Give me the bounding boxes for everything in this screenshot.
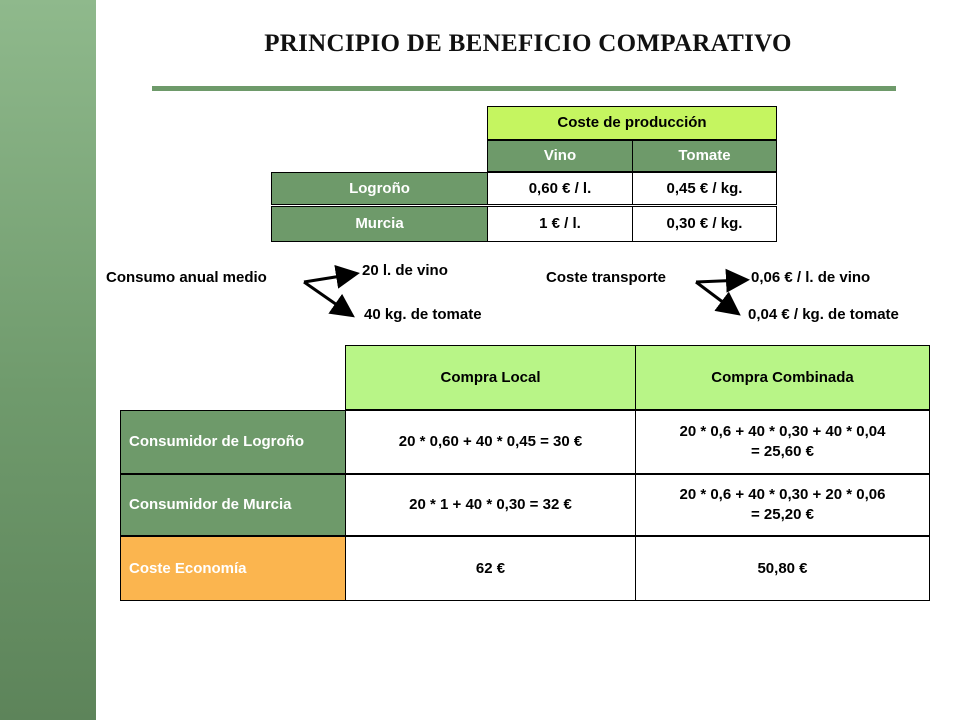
- row-label-consumidor-murcia: Consumidor de Murcia: [120, 474, 346, 536]
- consumo-vino: 20 l. de vino: [362, 262, 448, 279]
- transporte-vino: 0,06 € / l. de vino: [751, 269, 871, 286]
- row-label-murcia: Murcia: [271, 206, 488, 242]
- row-label-logrono: Logroño: [271, 172, 488, 205]
- cost-header: Coste de producción: [487, 106, 777, 140]
- row-label-consumidor-logrono: Consumidor de Logroño: [120, 410, 346, 474]
- logrono-compra-local: 20 * 0,60 + 40 * 0,45 = 30 €: [345, 410, 636, 474]
- murcia-compra-local: 20 * 1 + 40 * 0,30 = 32 €: [345, 474, 636, 536]
- transporte-arrow-icon: [692, 270, 752, 320]
- cost-murcia-vino: 1 € / l.: [487, 206, 633, 242]
- murcia-compra-combinada: [635, 474, 930, 536]
- economia-compra-combinada: 50,80 €: [635, 536, 930, 601]
- col-header-compra-local: Compra Local: [345, 345, 636, 410]
- decorative-sidebar: [0, 0, 96, 720]
- consumo-label: Consumo anual medio: [106, 269, 267, 286]
- col-header-compra-combinada: Compra Combinada: [635, 345, 930, 410]
- economia-compra-local: 62 €: [345, 536, 636, 601]
- row-label-coste-economia: Coste Economía: [120, 536, 346, 601]
- logrono-compra-combinada: [635, 410, 930, 474]
- logrono-combinada-formula: 20 * 0,6 + 40 * 0,30 + 40 * 0,04: [679, 423, 886, 440]
- page-title: PRINCIPIO DE BENEFICIO COMPARATIVO: [264, 30, 792, 57]
- col-header-tomate: Tomate: [632, 140, 777, 172]
- cost-logrono-vino: 0,60 € / l.: [487, 172, 633, 205]
- transporte-tomate: 0,04 € / kg. de tomate: [748, 306, 899, 323]
- murcia-combinada-result: = 25,20 €: [751, 506, 814, 523]
- logrono-combinada-result: = 25,60 €: [751, 443, 814, 460]
- transporte-label: Coste transporte: [546, 269, 667, 286]
- cost-murcia-tomate: 0,30 € / kg.: [632, 206, 777, 242]
- col-header-vino: Vino: [487, 140, 633, 172]
- murcia-combinada-formula: 20 * 0,6 + 40 * 0,30 + 20 * 0,06: [679, 486, 886, 503]
- consumo-tomate: 40 kg. de tomate: [364, 306, 482, 323]
- consumo-arrow-icon: [300, 268, 370, 322]
- cost-logrono-tomate: 0,45 € / kg.: [632, 172, 777, 205]
- title-underline: [152, 86, 896, 91]
